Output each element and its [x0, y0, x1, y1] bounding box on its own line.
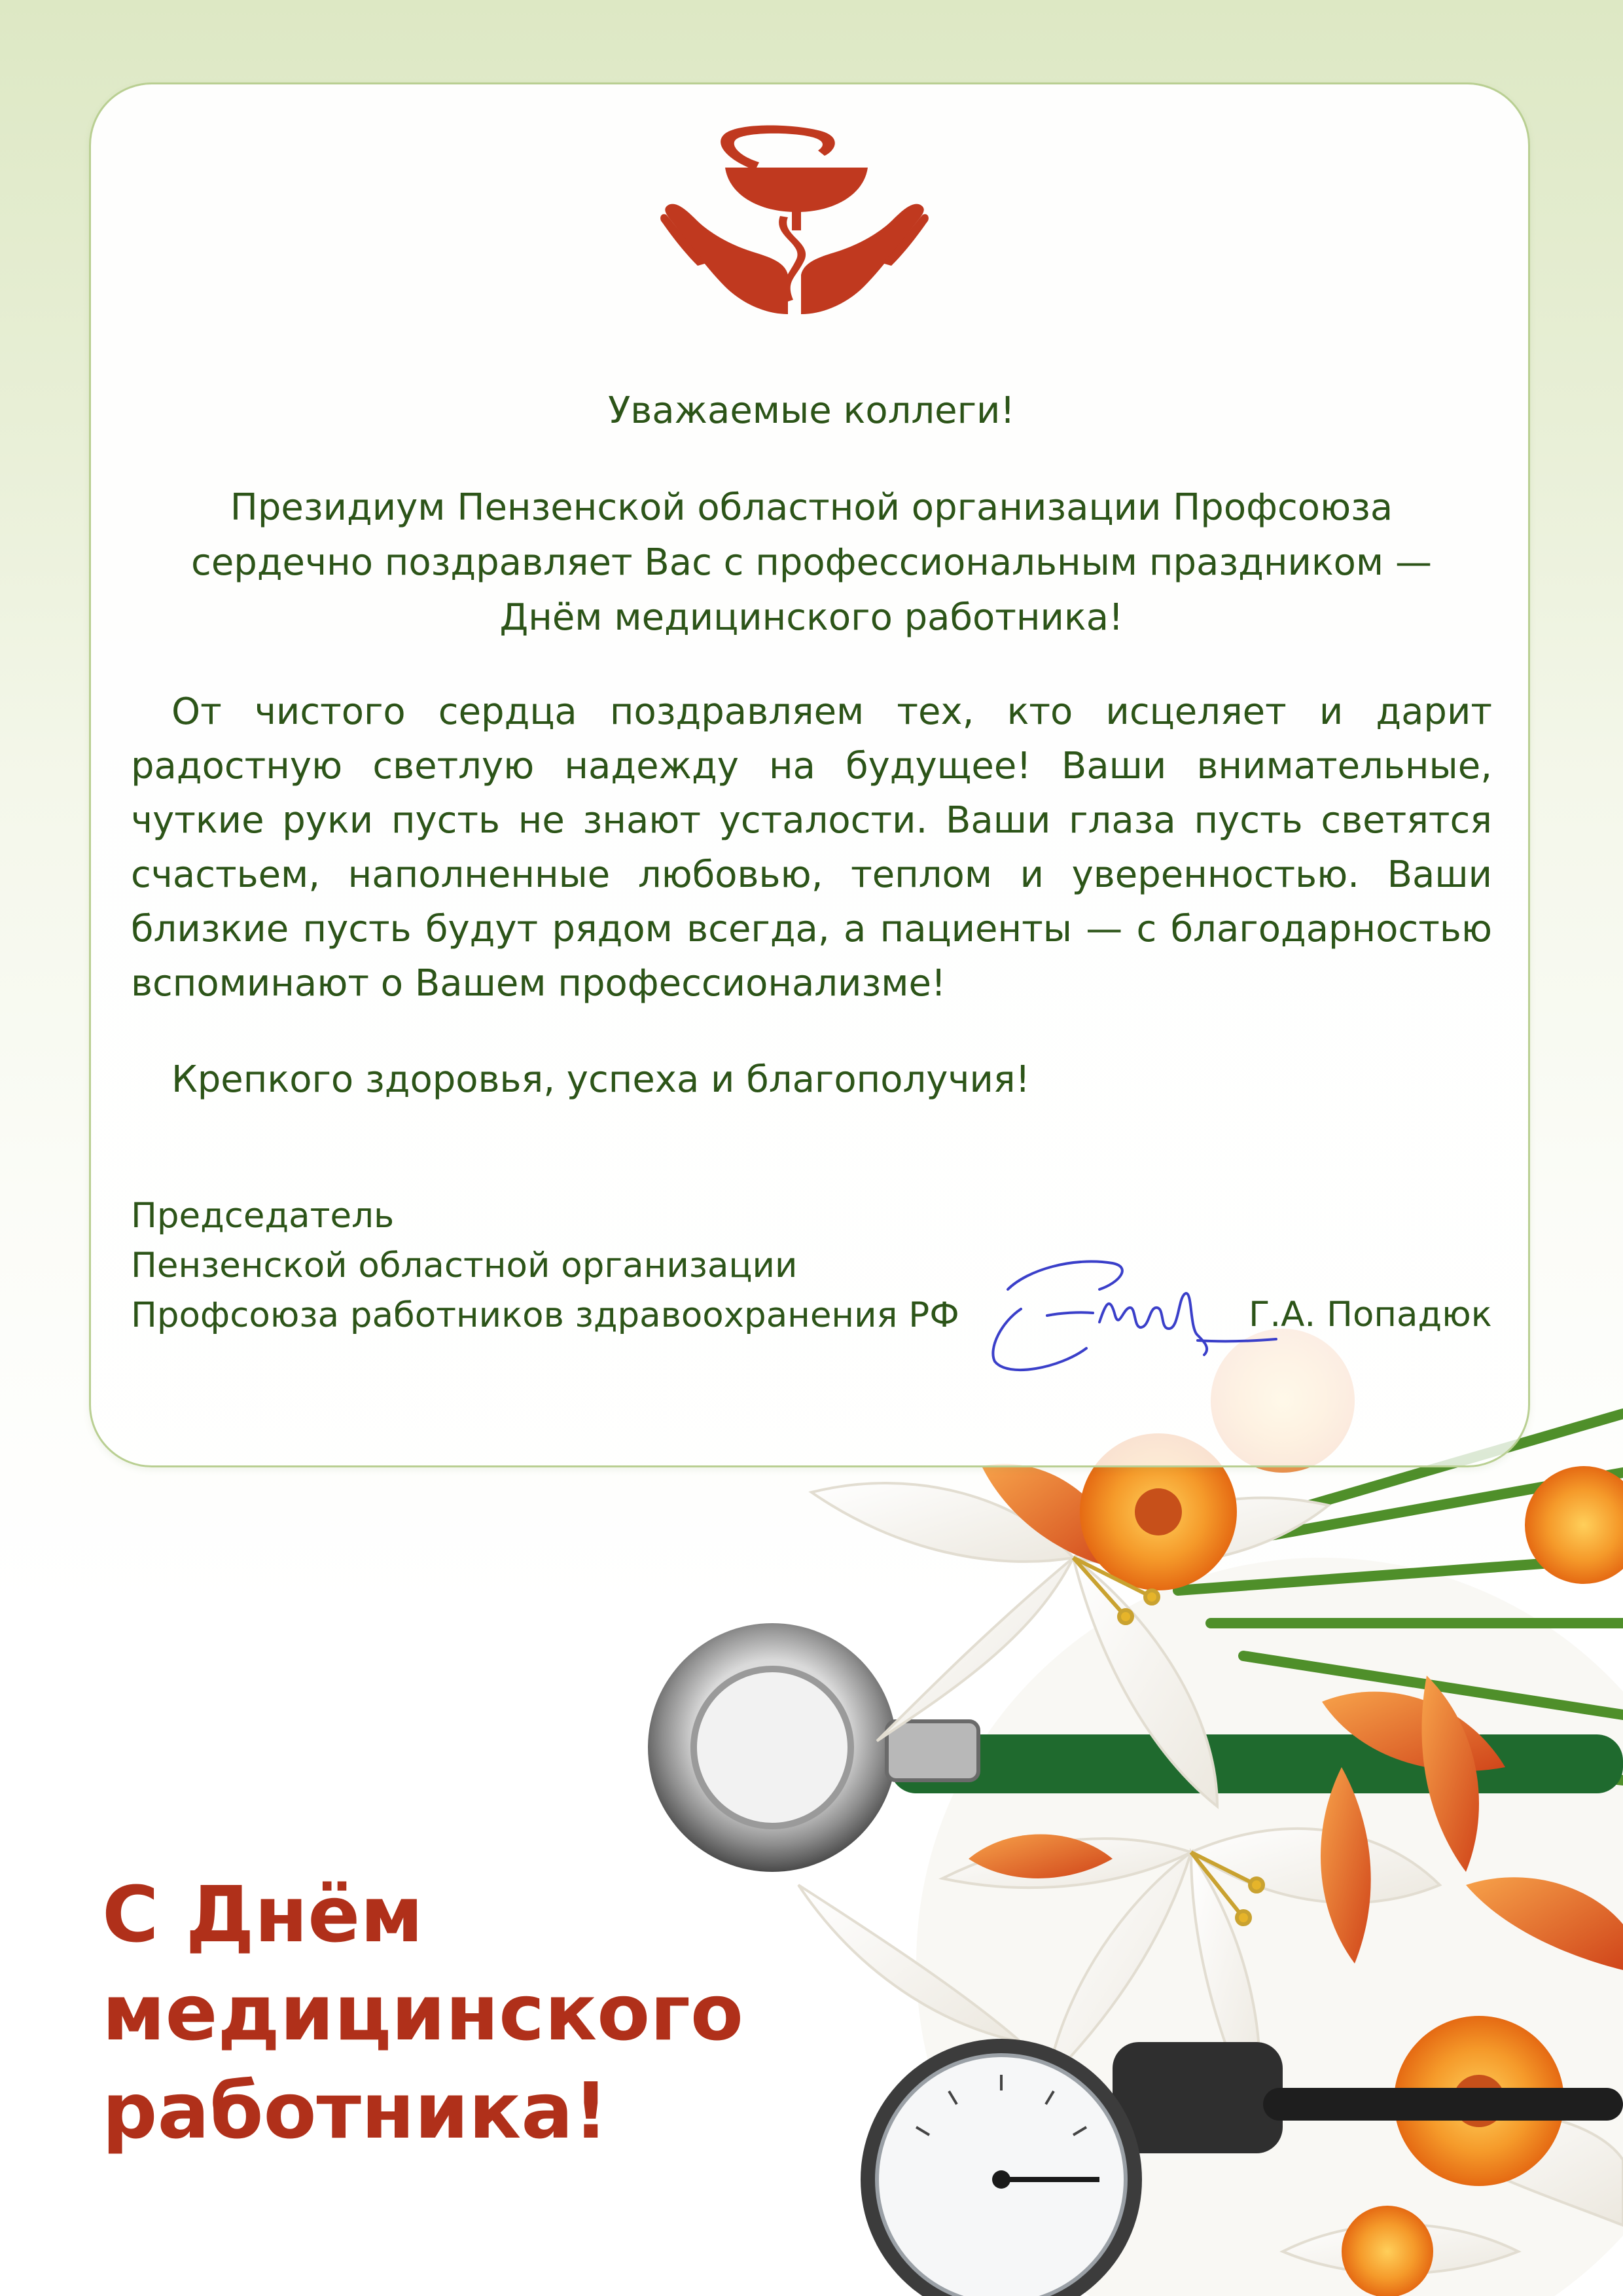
signature-title-block [131, 1191, 982, 1340]
congrats-line: Днём медицинского работника! [499, 596, 1124, 639]
headline-line: С Днём [102, 1869, 423, 1960]
congrats-line: сердечно поздравляет Вас с профессиональным праздником — [191, 541, 1432, 584]
wishes-paragraph: От чистого сердца поздравляем тех, кто исцеляет и дарит радостную светлую надежду на будущее! Ваши внимательные, чуткие руки пусть не знают усталости. Ваши глаза пусть светятся счастьем, наполненные любовью, теплом и уверенностью. Ваши близкие пусть будут рядом всегда, а пациенты — с благодарностью вспоминают о Вашем профессионализме! [131, 691, 1492, 1005]
signature-title-line: Председатель [131, 1196, 395, 1236]
headline-line: медицинского [102, 1967, 743, 2058]
closing-line: Крепкого здоровья, успеха и благополучия! [171, 1058, 1031, 1101]
letter-salutation: Уважаемые коллеги! [608, 389, 1015, 432]
stethoscope-chestpiece-icon [648, 1623, 978, 1872]
medical-bowl-snake-hands-logo-icon [657, 124, 932, 317]
signature-title-line: Пензенской областной организации [131, 1246, 798, 1285]
headline-line: работника! [102, 2066, 609, 2156]
green-stethoscope-tube [890, 1734, 1623, 1793]
signer-name: Г.А. Попадюк [1249, 1295, 1492, 1335]
congratulation-paragraph [131, 480, 1492, 645]
congrats-line: Президиум Пензенской областной организации Профсоюза [230, 486, 1393, 529]
holiday-headline [102, 1865, 822, 2160]
signature-title-line: Профсоюза работников здравоохранения РФ [131, 1295, 959, 1335]
handwritten-signature [982, 1230, 1289, 1381]
